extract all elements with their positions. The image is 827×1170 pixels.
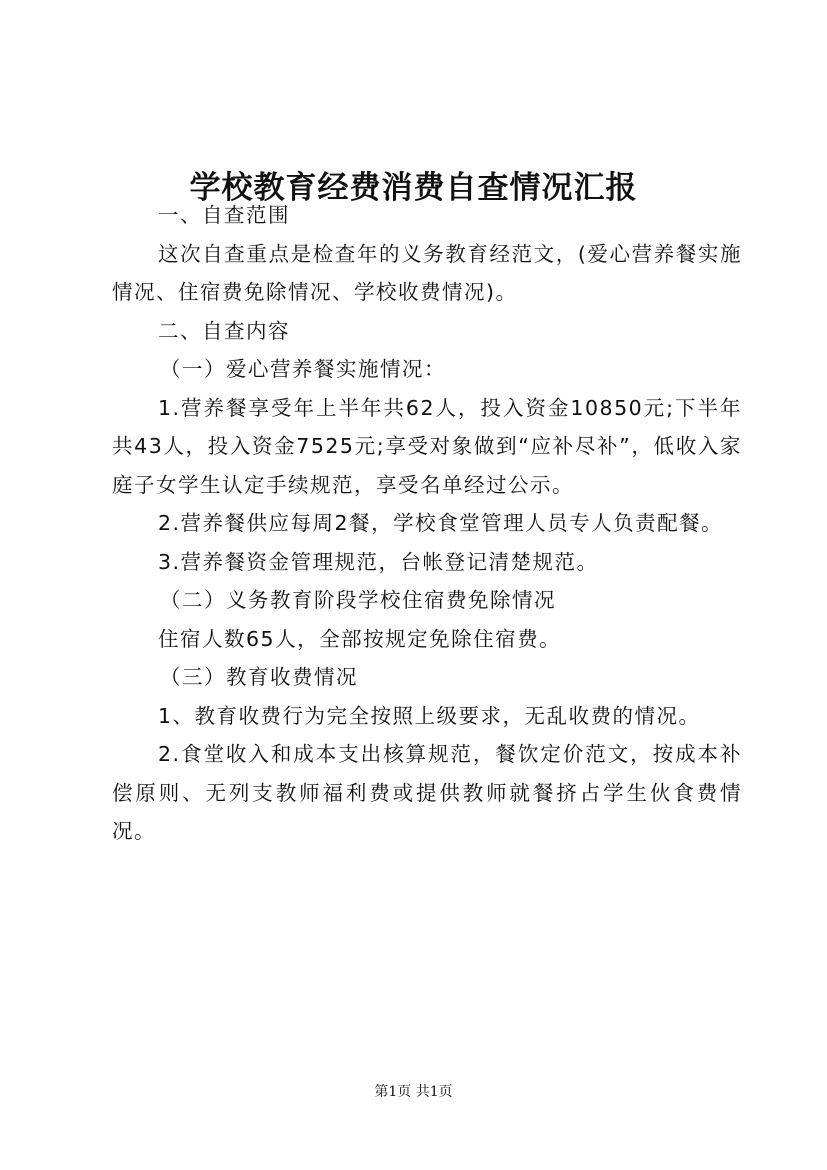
subsection-heading-boarding-fee: （二）义务教育阶段学校住宿费免除情况: [160, 588, 556, 612]
subsection-heading-education-fees: （三）教育收费情况: [160, 665, 358, 689]
paragraph-fee-compliance: 1、教育收费行为完全按照上级要求，无乱收费的情况。: [158, 703, 701, 728]
paragraph-meal-supply: 2.营养餐供应每周2餐，学校食堂管理人员专人负责配餐。: [158, 511, 724, 535]
page-number-footer: 第1页 共1页: [374, 1084, 453, 1100]
paragraph-boarding-count: 住宿人数65人，全部按规定免除住宿费。: [158, 626, 562, 651]
document-body: [112, 196, 742, 851]
section-heading-scope: 一、自查范围: [158, 203, 290, 227]
section-heading-content: 二、自查内容: [158, 318, 290, 343]
document-title: 学校教育经费消费自查情况汇报: [189, 169, 638, 206]
paragraph-meal-recipients: 1.营养餐享受年上半年共62人，投入资金10850元;下半年共43人，投入资金7525元;享受对象做到“应补尽补”，低收入家庭子女学生认定手续规范，享受名单经过公示。: [112, 395, 742, 497]
paragraph-meal-funds: 3.营养餐资金管理规范，台帐登记清楚规范。: [158, 549, 599, 574]
paragraph-canteen-accounting: 2.食堂收入和成本支出核算规范，餐饮定价范文，按成本补偿原则、无列支教师福利费或提供教师就餐挤占学生伙食费情况。: [112, 742, 742, 843]
subsection-heading-nutrition-meal: （一）爱心营养餐实施情况：: [160, 357, 446, 381]
paragraph-scope-description: 这次自查重点是检查年的义务教育经范文，(爱心营养餐实施情况、住宿费免除情况、学校收费情况)。: [112, 241, 742, 304]
